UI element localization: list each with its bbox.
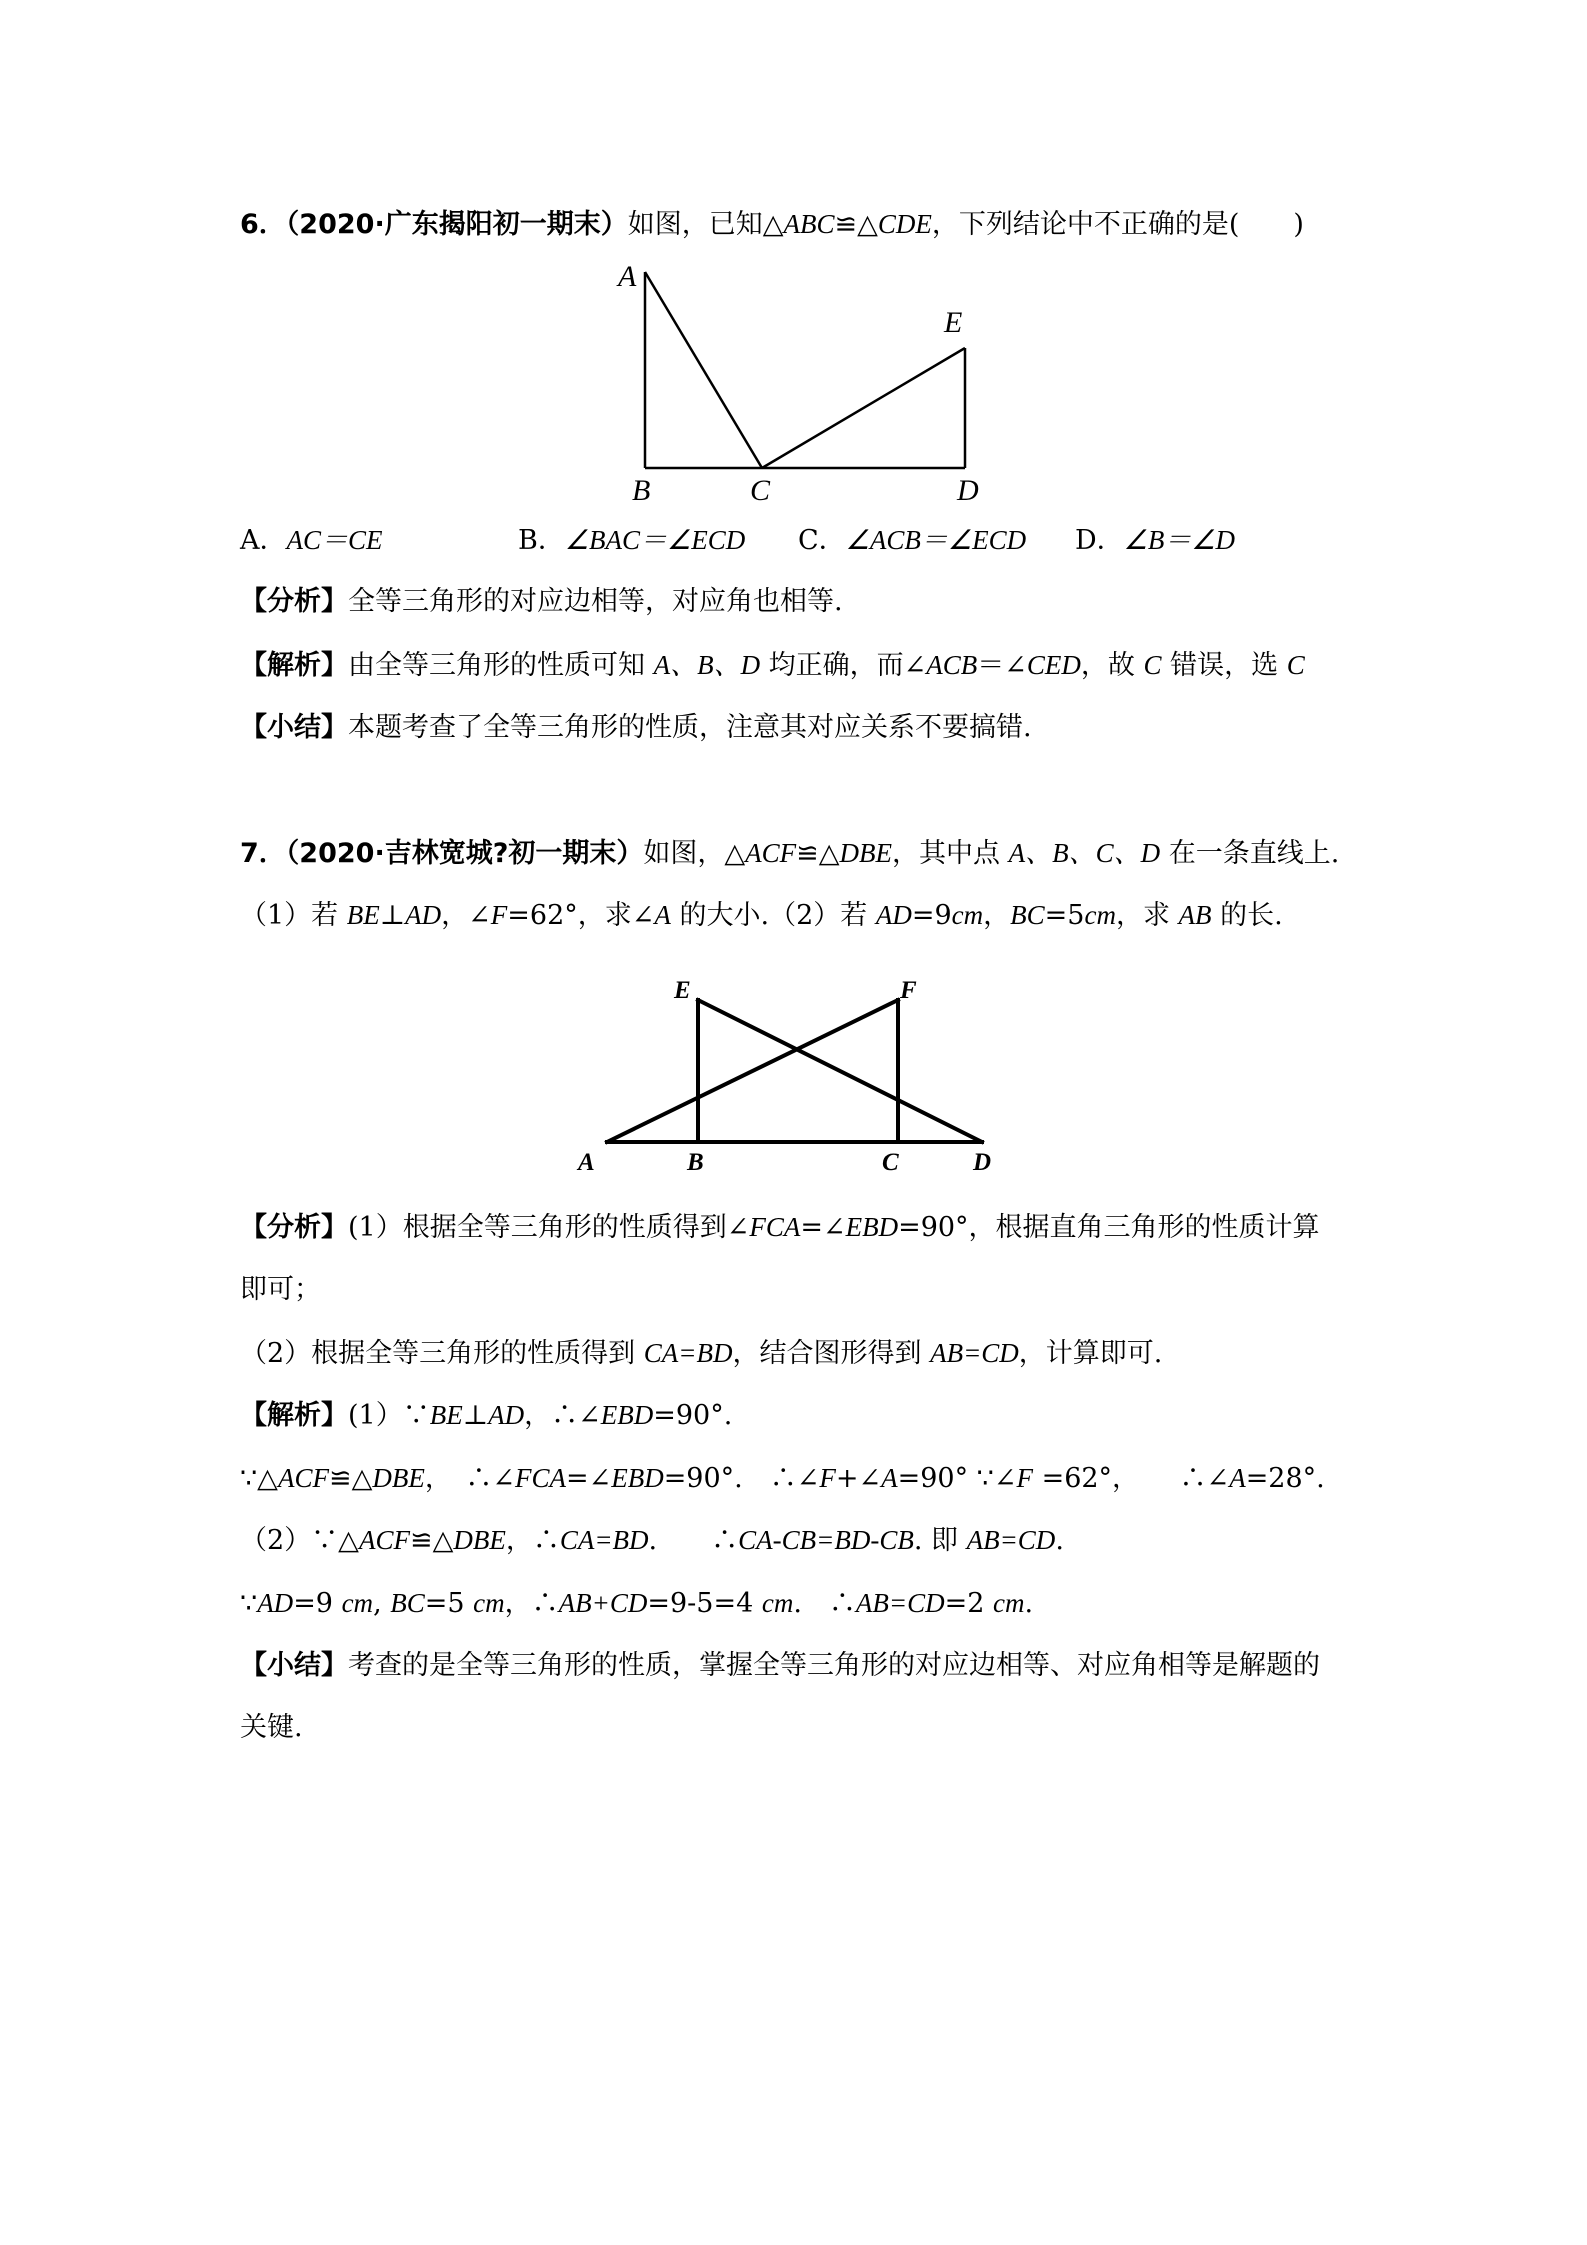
q6-option-b[interactable]: B．∠BAC＝∠ECD — [518, 525, 746, 556]
q7-segment-ed — [698, 1000, 982, 1142]
q6-summary-text: 本题考查了全等三角形的性质，注意其对应关系不要搞错. — [348, 712, 1032, 743]
q7-solution-2: ∵△ACF≌△DBE， ∴∠FCA=∠EBD=90°. ∴∠F+∠A=90° ∵∠F =62°， ∴∠A=28°. — [240, 1463, 1325, 1494]
q6-stem: 6．（2020·广东揭阳初一期末）如图，已知△ABC≌△CDE，下列结论中不正确的是( ) — [240, 209, 1304, 240]
q6-analysis-tag: 【分析】 — [240, 586, 348, 617]
q7-analysis-2: （2）根据全等三角形的性质得到 CA=BD，结合图形得到 AB=CD，计算即可. — [240, 1338, 1163, 1369]
q7-source: （2020·吉林宽城?初一期末） — [285, 838, 644, 869]
q6-label-e: E — [944, 306, 963, 339]
q6-option-d[interactable]: D．∠B＝∠D — [1075, 525, 1236, 556]
q7-stem: 7．（2020·吉林宽城?初一期末）如图，△ACF≌△DBE，其中点 A、B、C、D 在一条直线上. — [240, 838, 1340, 869]
q7-solution-1: 【解析】(1）∵BE⊥AD，∴∠EBD=90°. — [240, 1400, 733, 1431]
q6-summary-tag: 【小结】 — [240, 712, 348, 743]
q6-label-c: C — [750, 474, 771, 507]
q6-number: 6 — [240, 209, 259, 240]
q6-segment-ce — [762, 348, 965, 468]
q6-option-c[interactable]: C．∠ACB＝∠ECD — [798, 525, 1027, 556]
q6-figure — [600, 250, 1000, 510]
q7-summary-cont: 关键. — [240, 1712, 303, 1743]
q6-label-d: D — [957, 474, 979, 507]
q7-analysis-1-cont: 即可； — [240, 1274, 321, 1305]
q7-label-a: A — [578, 1149, 595, 1176]
q6-segment-ac — [645, 272, 762, 468]
q6-option-a[interactable]: A．AC＝CE — [240, 525, 383, 556]
q7-label-f: F — [900, 977, 917, 1004]
q6-analysis — [240, 584, 843, 620]
q7-figure — [570, 970, 1010, 1185]
q6-triangle-2: CDE — [877, 209, 932, 239]
q6-stem-text: 如图，已知△ — [627, 209, 784, 240]
q6-congruent: ≌△ — [834, 209, 878, 240]
q6-analysis-text: 全等三角形的对应边相等，对应角也相等. — [348, 586, 843, 617]
q7-summary — [240, 1648, 1320, 1684]
q7-solution-tag: 【解析】 — [240, 1400, 348, 1431]
q7-label-d: D — [973, 1149, 992, 1176]
q7-number: 7 — [240, 838, 259, 869]
q7-label-e: E — [674, 977, 691, 1004]
q7-summary-tag: 【小结】 — [240, 1650, 348, 1681]
q6-triangle-1: ABC — [783, 209, 835, 239]
q7-solution-4: ∵AD=9 cm, BC=5 cm，∴AB+CD=9-5=4 cm. ∴AB=CD=2 cm. — [240, 1588, 1034, 1619]
q6-stem-tail: ，下列结论中不正确的是( ) — [931, 209, 1304, 240]
q7-analysis-tag: 【分析】 — [240, 1212, 348, 1243]
q6-answer: C — [1286, 650, 1305, 680]
q7-solution-3: （2）∵△ACF≌△DBE，∴CA=BD. ∴CA-CB=BD-CB. 即 AB=CD. — [240, 1525, 1064, 1556]
q7-conditions: （1）若 BE⊥AD，∠F=62°，求∠A 的大小.（2）若 AD=9cm，BC=5cm，求 AB 的长. — [240, 900, 1283, 931]
q6-solution: 【解析】由全等三角形的性质可知 A、B、D 均正确，而∠ACB＝∠CED，故 C 错误，选 C — [240, 650, 1305, 681]
q6-solution-tag: 【解析】 — [240, 650, 348, 681]
q7-segment-af — [607, 1000, 898, 1142]
q7-label-b: B — [687, 1149, 704, 1176]
q7-analysis-1: 【分析】(1）根据全等三角形的性质得到∠FCA=∠EBD=90°，根据直角三角形的性质计算 — [240, 1212, 1320, 1243]
q6-label-b: B — [632, 474, 651, 507]
q6-label-a: A — [618, 260, 637, 293]
q7-label-c: C — [882, 1149, 899, 1176]
q6-source: （2020·广东揭阳初一期末） — [285, 209, 628, 240]
q6-summary — [240, 710, 1032, 746]
q7-summary-text: 考查的是全等三角形的性质，掌握全等三角形的对应边相等、对应角相等是解题的 — [348, 1650, 1320, 1681]
